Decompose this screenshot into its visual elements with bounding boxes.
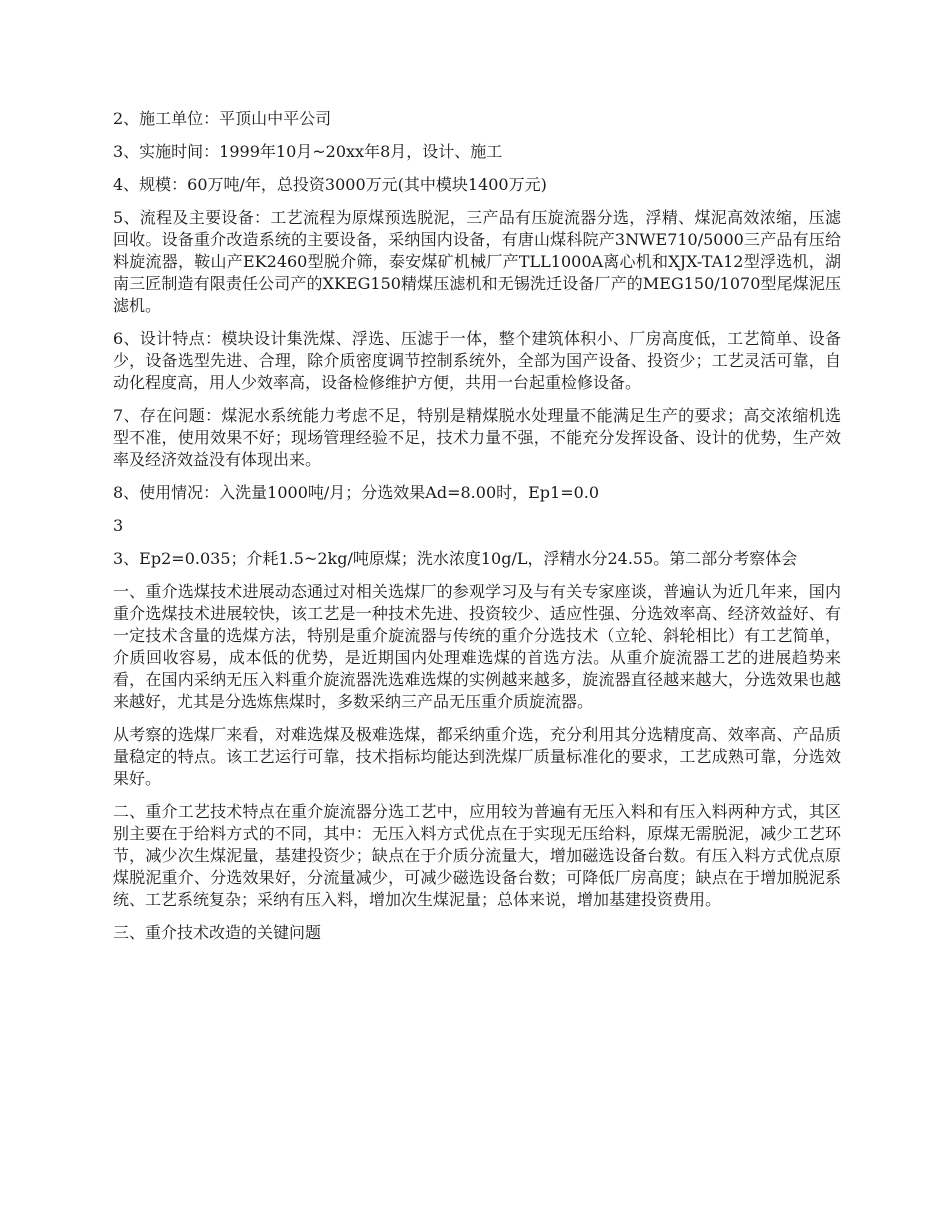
paragraph-page-number: 3: [113, 516, 124, 535]
paragraph-construction-unit: 2、施工单位：平顶山中平公司: [113, 109, 332, 128]
paragraph-existing-problems: 7、存在问题：煤泥水系统能力考虑不足，特别是精煤脱水处理量不能满足生产的要求；高交浓缩机选型不准，使用效果不好；现场管理经验不足，技术力量不强，不能充分发挥设备、设计的优势，生产效率及经济效益没有体现出来。: [113, 406, 841, 469]
paragraph-implementation-time: 3、实施时间：1999年10月~20xx年8月，设计、施工: [113, 142, 503, 161]
paragraph-process-characteristics: 二、重介工艺技术特点在重介旋流器分选工艺中，应用较为普遍有无压入料和有压入料两种方式，其区别主要在于给料方式的不同，其中：无压入料方式优点在于实现无压给料，原煤无需脱泥，减少工艺环节，减少次生煤泥量，基建投资少；缺点在于介质分流量大，增加磁选设备台数。有压入料方式优点原煤脱泥重介、分选效果好，分流量减少，可减少磁选设备台数；可降低厂房高度；缺点在于增加脱泥系统、工艺系统复杂；采纳有压入料，增加次生煤泥量；总体来说，增加基建投资费用。: [113, 802, 841, 909]
paragraph-key-issues-heading: 三、重介技术改造的关键问题: [113, 923, 322, 942]
paragraph-design-features: 6、设计特点：模块设计集洗煤、浮选、压滤于一体，整个建筑体积小、厂房高度低，工艺简单、设备少，设备选型先进、合理，除介质密度调节控制系统外，全部为国产设备、投资少；工艺灵活可靠，自动化程度高，用人少效率高，设备检修维护方便，共用一台起重检修设备。: [113, 329, 841, 392]
paragraph-process-equipment: 5、流程及主要设备：工艺流程为原煤预选脱泥，三产品有压旋流器分选，浮精、煤泥高效浓缩，压滤回收。设备重介改造系统的主要设备，采纳国内设备，有唐山煤科院产3NWE710/5000三产品有压给料旋流器，鞍山产EK2460型脱介筛，泰安煤矿机械厂产TLL1000A离心机和XJX-TA12型浮选机，湖南三匠制造有限责任公司产的XKEG150精煤压滤机和无锡洗迁设备厂产的MEG150/1070型尾煤泥压滤机。: [113, 208, 841, 315]
document-body: [113, 108, 841, 955]
paragraph-scale: 4、规模：60万吨/年，总投资3000万元(其中模块1400万元): [113, 175, 547, 194]
paragraph-usage: 8、使用情况：入洗量1000吨/月；分选效果Ad=8.00时，Ep1=0.0: [113, 483, 600, 502]
paragraph-inspection-findings: 从考察的选煤厂来看，对难选煤及极难选煤，都采纳重介选，充分利用其分选精度高、效率高、产品质量稳定的特点。该工艺运行可靠，技术指标均能达到洗煤厂质量标准化的要求，工艺成熟可靠，分选效果好。: [113, 725, 841, 788]
paragraph-ep2-metrics: 3、Ep2=0.035；介耗1.5~2kg/吨原煤；洗水浓度10g/L，浮精水分24.55。第二部分考察体会: [113, 549, 798, 568]
paragraph-technology-trends: 一、重介选煤技术进展动态通过对相关选煤厂的参观学习及与有关专家座谈，普遍认为近几年来，国内重介选煤技术进展较快，该工艺是一种技术先进、投资较少、适应性强、分选效率高、经济效益好、有一定技术含量的选煤方法，特别是重介旋流器与传统的重介分选技术（立轮、斜轮相比）有工艺简单，介质回收容易，成本低的优势，是近期国内处理难选煤的首选方法。从重介旋流器工艺的进展趋势来看，在国内采纳无压入料重介旋流器洗选难选煤的实例越来越多，旋流器直径越来越大，分选效果也越来越好，尤其是分选炼焦煤时，多数采纳三产品无压重介质旋流器。: [113, 582, 841, 711]
